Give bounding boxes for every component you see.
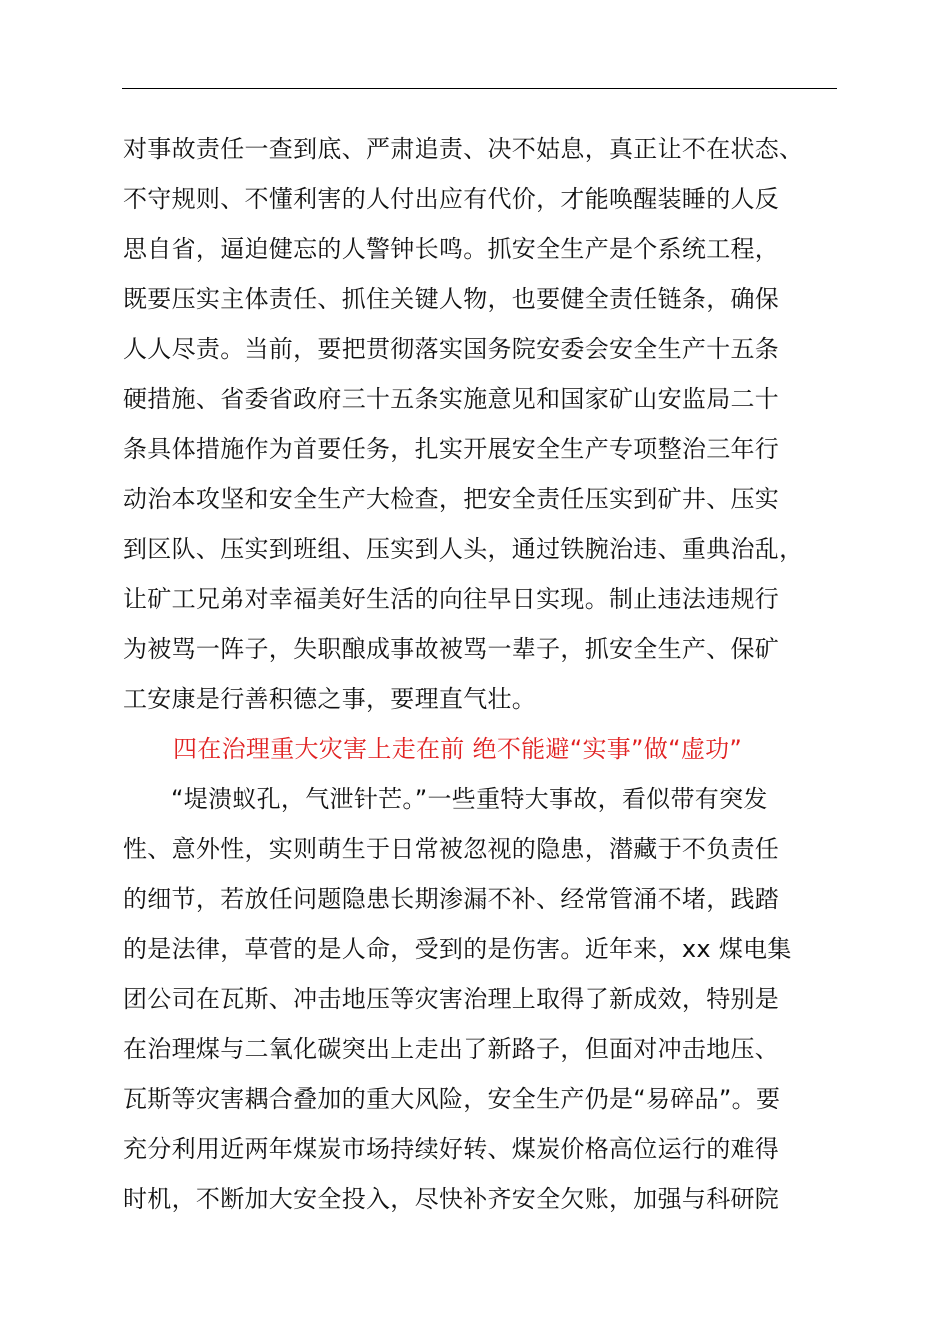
text-line: 在治理煤与二氧化碳突出上走出了新路子，但面对冲击地压、 [123,1035,780,1063]
text-line: 不守规则、不懂利害的人付出应有代价，才能唤醒装睡的人反 [123,185,780,213]
text-line: 为被骂一阵子，失职酿成事故被骂一辈子，抓安全生产、保矿 [123,635,780,663]
text-line: 人人尽责。当前，要把贯彻落实国务院安委会安全生产十五条 [123,335,780,363]
text-line: 到区队、压实到班组、压实到人头，通过铁腕治违、重典治乱， [123,535,804,563]
text-line: 工安康是行善积德之事，要理直气壮。 [123,685,537,713]
text-line: 硬措施、省委省政府三十五条实施意见和国家矿山安监局二十 [123,385,780,413]
text-line: 性、意外性，实则萌生于日常被忽视的隐患，潜藏于不负责任 [123,835,780,863]
text-line: 的是法律，草菅的是人命，受到的是伤害。近年来，xx 煤电集 [123,935,792,963]
text-line: “堤溃蚁孔，气泄针芒。”一些重特大事故，看似带有突发 [171,785,768,813]
text-line: 让矿工兄弟对幸福美好生活的向往早日实现。制止违法违规行 [123,585,780,613]
text-line: 动治本攻坚和安全生产大检查，把安全责任压实到矿井、压实 [123,485,780,513]
document-body [123,124,839,1224]
text-line: 充分利用近两年煤炭市场持续好转、煤炭价格高位运行的难得 [123,1135,780,1163]
header-rule [122,88,837,89]
text-line: 对事故责任一查到底、严肃追责、决不姑息，真正让不在状态、 [123,135,804,163]
text-line: 的细节，若放任问题隐患长期渗漏不补、经常管涌不堵，践踏 [123,885,780,913]
text-line: 时机，不断加大安全投入，尽快补齐安全欠账，加强与科研院 [123,1185,780,1213]
text-line: 团公司在瓦斯、冲击地压等灾害治理上取得了新成效，特别是 [123,985,780,1013]
text-line: 条具体措施作为首要任务，扎实开展安全生产专项整治三年行 [123,435,780,463]
text-line: 瓦斯等灾害耦合叠加的重大风险，安全生产仍是“易碎品”。要 [123,1085,781,1113]
text-line: 既要压实主体责任、抓住关键人物，也要健全责任链条，确保 [123,285,780,313]
text-line: 思自省，逼迫健忘的人警钟长鸣。抓安全生产是个系统工程， [123,235,780,263]
section-heading: 四在治理重大灾害上走在前 绝不能避“实事”做“虚功” [173,735,743,763]
